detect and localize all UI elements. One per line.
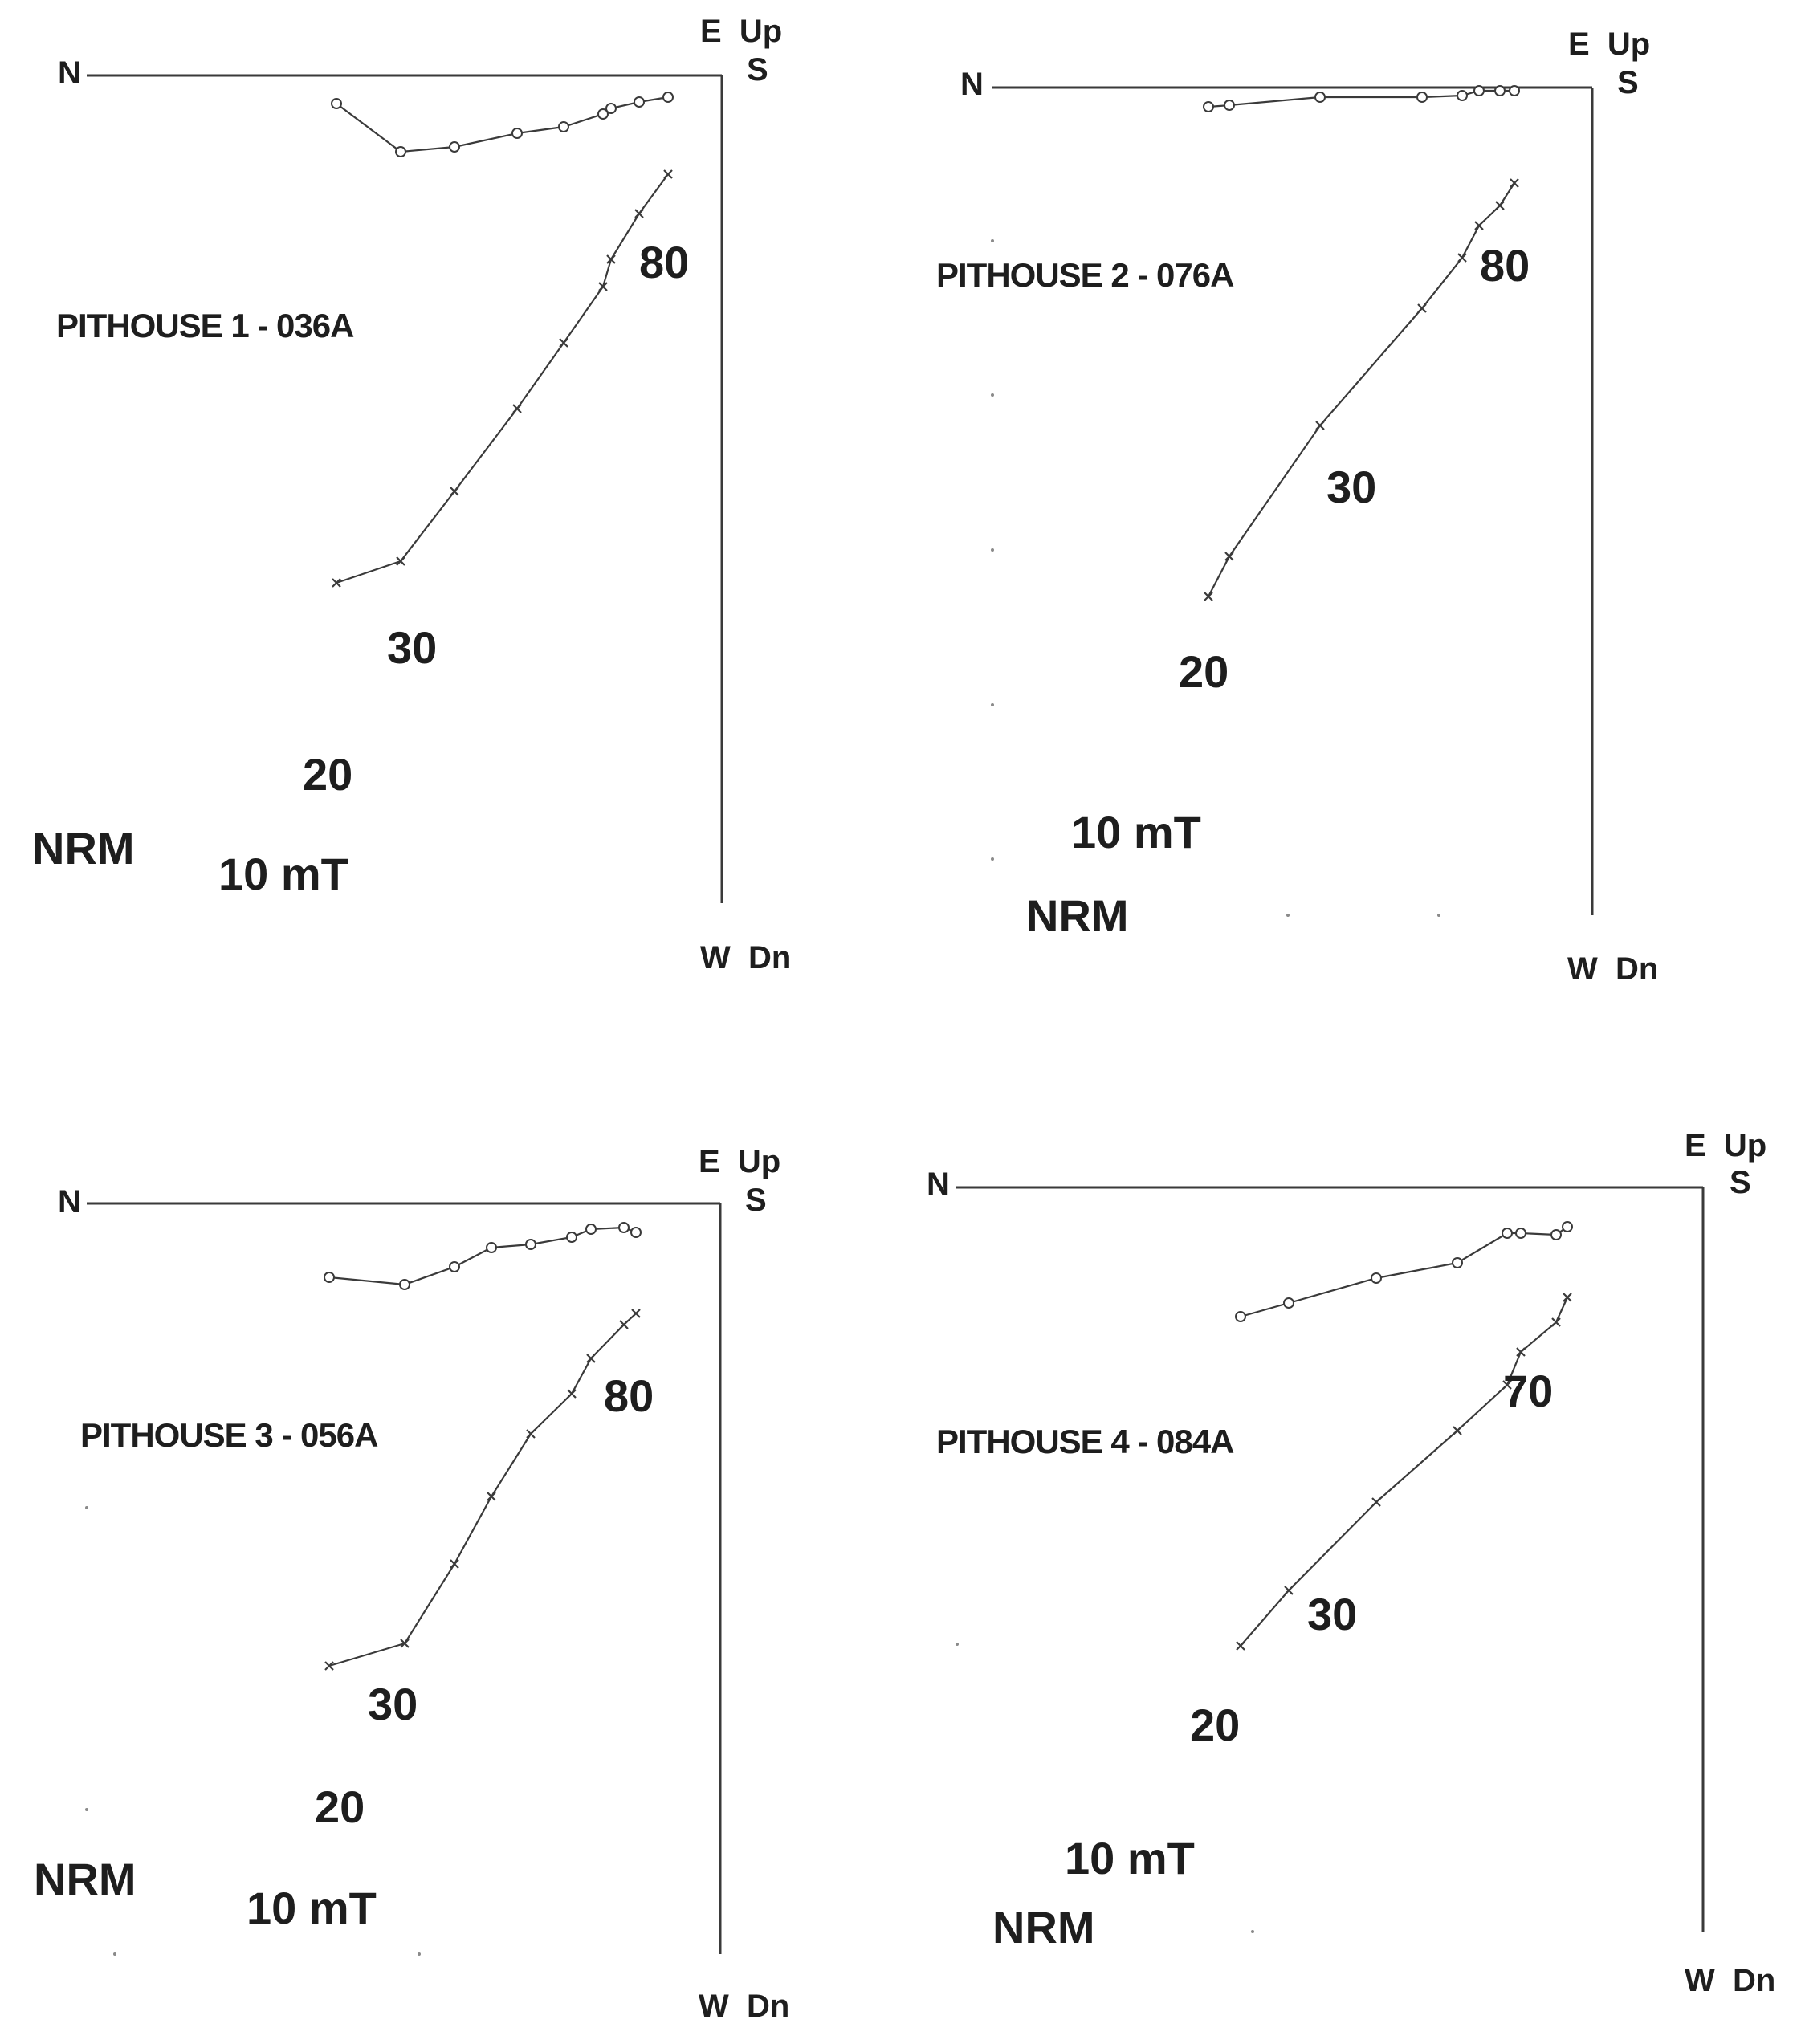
horizontal-point <box>1453 1258 1462 1268</box>
axis-label-west-down: W Dn <box>699 1989 790 2024</box>
axis-label-west-down: W Dn <box>700 940 792 975</box>
horizontal-point <box>1510 86 1519 96</box>
speck <box>1286 914 1290 917</box>
step-label-10mt: 10 mT <box>247 1883 377 1933</box>
horizontal-point <box>1224 100 1234 110</box>
speck <box>991 239 994 242</box>
step-label-30: 30 <box>1307 1589 1358 1639</box>
step-label-30: 30 <box>368 1679 418 1729</box>
axis-label-east-up: E Up <box>1685 1128 1767 1163</box>
panel-title: PITHOUSE 2 - 076A <box>936 256 1234 294</box>
speck <box>1251 1930 1254 1933</box>
step-label-10mt: 10 mT <box>1071 807 1201 857</box>
speck <box>991 548 994 552</box>
speck <box>1437 914 1440 917</box>
step-label-10mt: 10 mT <box>218 849 348 899</box>
axis-label-east-up: E Up <box>699 1144 781 1179</box>
horizontal-point <box>619 1223 629 1232</box>
speck <box>113 1952 116 1956</box>
horizontal-point <box>1371 1273 1381 1283</box>
panel-title: PITHOUSE 4 - 084A <box>936 1423 1234 1460</box>
step-label-20: 20 <box>315 1781 365 1832</box>
step-label-80: 80 <box>1480 240 1530 291</box>
horizontal-point <box>663 92 673 102</box>
speck <box>956 1643 959 1646</box>
horizontal-point <box>634 97 644 107</box>
speck <box>991 703 994 706</box>
horizontal-point <box>631 1228 641 1237</box>
horizontal-point <box>1284 1298 1294 1308</box>
step-label-nrm: NRM <box>34 1854 137 1904</box>
horizontal-point <box>400 1280 410 1289</box>
speck <box>991 857 994 861</box>
axis-label-west-down: W Dn <box>1685 1963 1776 1998</box>
step-label-80: 80 <box>604 1370 654 1421</box>
horizontal-point <box>1495 86 1505 96</box>
horizontal-point <box>487 1243 496 1252</box>
axis-label-south: S <box>1617 65 1639 100</box>
panel-title: PITHOUSE 3 - 056A <box>80 1416 378 1454</box>
axis-label-north: N <box>58 55 81 91</box>
horizontal-point <box>1502 1228 1512 1238</box>
panel-title: PITHOUSE 1 - 036A <box>56 307 354 344</box>
axis-label-south: S <box>745 1183 767 1218</box>
step-label-70: 70 <box>1503 1366 1554 1416</box>
horizontal-point <box>586 1224 596 1234</box>
horizontal-point <box>1204 102 1213 112</box>
horizontal-point <box>324 1272 334 1282</box>
horizontal-point <box>606 104 616 113</box>
horizontal-point <box>1457 91 1467 100</box>
step-label-80: 80 <box>639 237 690 287</box>
horizontal-point <box>567 1232 577 1242</box>
horizontal-point <box>559 122 568 132</box>
horizontal-point <box>512 128 522 138</box>
horizontal-point <box>450 142 459 152</box>
step-label-nrm: NRM <box>32 823 135 873</box>
horizontal-point <box>1236 1312 1245 1321</box>
axis-label-north: N <box>960 67 984 102</box>
axis-label-west-down: W Dn <box>1567 951 1659 987</box>
horizontal-point <box>450 1262 459 1272</box>
step-label-10mt: 10 mT <box>1065 1833 1195 1883</box>
horizontal-point <box>1474 86 1484 96</box>
speck <box>991 393 994 397</box>
horizontal-point <box>526 1240 536 1249</box>
horizontal-point <box>1551 1230 1561 1240</box>
speck <box>418 1952 421 1956</box>
axis-label-east-up: E Up <box>1568 26 1651 62</box>
horizontal-point <box>1417 92 1427 102</box>
axis-label-south: S <box>747 52 768 88</box>
horizontal-point <box>396 147 405 157</box>
step-label-30: 30 <box>387 622 438 673</box>
step-label-30: 30 <box>1326 462 1377 512</box>
speck <box>85 1506 88 1509</box>
axis-label-south: S <box>1730 1165 1751 1200</box>
horizontal-point <box>1516 1228 1526 1238</box>
step-label-20: 20 <box>303 749 353 800</box>
axis-label-north: N <box>58 1184 81 1219</box>
step-label-nrm: NRM <box>992 1902 1095 1952</box>
horizontal-point <box>1315 92 1325 102</box>
axis-label-north: N <box>927 1167 950 1202</box>
step-label-nrm: NRM <box>1026 890 1129 941</box>
speck <box>85 1808 88 1811</box>
step-label-20: 20 <box>1190 1700 1241 1750</box>
horizontal-point <box>332 99 341 108</box>
horizontal-point <box>1563 1222 1572 1232</box>
step-label-20: 20 <box>1179 646 1229 697</box>
axis-label-east-up: E Up <box>700 14 783 49</box>
